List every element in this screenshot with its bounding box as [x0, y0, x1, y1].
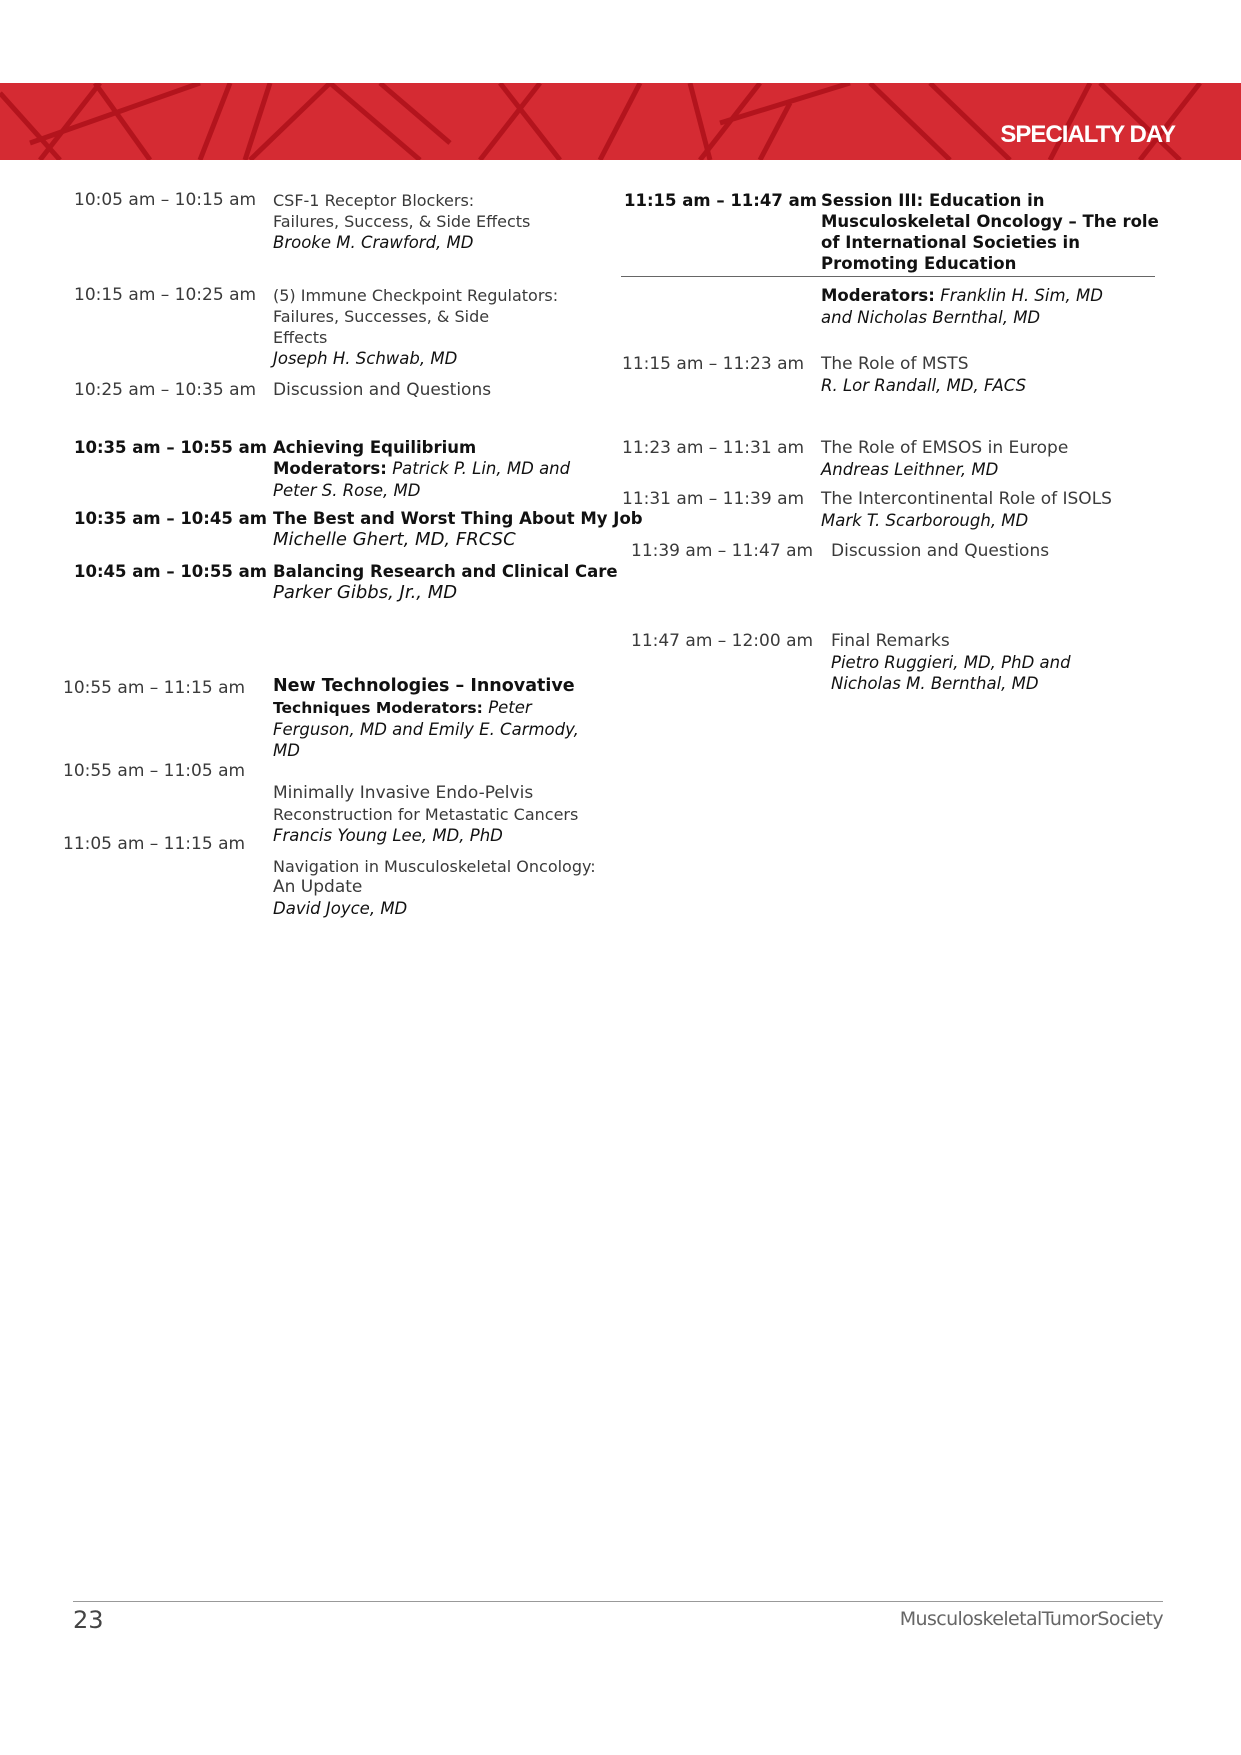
talk-title: Discussion and Questions: [273, 380, 492, 400]
moderators-names: Ferguson, MD and Emily E. Carmody,: [273, 720, 579, 739]
schedule-entry: [273, 783, 578, 846]
section-divider: [621, 276, 1155, 277]
speaker-name: Francis Young Lee, MD, PhD: [273, 826, 503, 845]
session-title: Musculoskeletal Oncology – The role: [821, 212, 1159, 231]
speaker-name: David Joyce, MD: [273, 899, 408, 918]
talk-title: Effects: [273, 328, 328, 347]
schedule-entry: [273, 190, 530, 253]
schedule-time: 11:15 am – 11:23 am: [622, 354, 805, 374]
moderators-label: Moderators:: [273, 459, 387, 478]
session-title: New Technologies – Innovative: [273, 676, 575, 696]
schedule-entry: [821, 489, 1112, 531]
moderators-names: Peter S. Rose, MD: [273, 481, 421, 500]
talk-title: An Update: [273, 877, 363, 897]
session-title: Promoting Education: [821, 254, 1017, 273]
session-time: 10:35 am – 10:55 am: [74, 438, 267, 457]
schedule-time: 11:23 am – 11:31 am: [622, 438, 805, 458]
schedule-entry: [831, 541, 1049, 562]
schedule-entry: [831, 631, 1071, 694]
talk-title: (5) Immune Checkpoint Regulators:: [273, 286, 559, 305]
moderators-names: and Nicholas Bernthal, MD: [821, 308, 1041, 327]
speaker-name: R. Lor Randall, MD, FACS: [821, 376, 1027, 395]
schedule-time: 10:15 am – 10:25 am: [74, 285, 257, 305]
talk-title: Balancing Research and Clinical Care: [273, 562, 618, 581]
talk-title: Reconstruction for Metastatic Cancers: [273, 805, 579, 824]
session-title: Achieving Equilibrium: [273, 438, 477, 457]
schedule-time: 11:47 am – 12:00 am: [631, 631, 814, 651]
speaker-name: Parker Gibbs, Jr., MD: [273, 582, 458, 603]
session-title: Session III: Education in: [821, 191, 1045, 210]
footer-divider: [73, 1601, 1163, 1602]
speaker-name: Mark T. Scarborough, MD: [821, 511, 1029, 530]
talk-title: The Role of EMSOS in Europe: [821, 438, 1069, 458]
speaker-name: Nicholas M. Bernthal, MD: [831, 674, 1039, 693]
schedule-time: 11:31 am – 11:39 am: [622, 489, 805, 509]
speaker-name: Michelle Ghert, MD, FRCSC: [273, 529, 516, 550]
session-entry: [273, 561, 618, 603]
session-time: 10:35 am – 10:45 am: [74, 509, 267, 528]
header-banner: [0, 83, 1241, 160]
talk-title: CSF-1 Receptor Blockers:: [273, 191, 475, 210]
speaker-name: Joseph H. Schwab, MD: [273, 349, 458, 368]
session-entry: [821, 190, 1159, 274]
talk-title: Failures, Success, & Side Effects: [273, 212, 531, 231]
schedule-time: 10:25 am – 10:35 am: [74, 380, 257, 400]
schedule-entry: [273, 285, 558, 369]
talk-title: Failures, Successes, & Side: [273, 307, 490, 326]
session-entry: [273, 437, 570, 501]
schedule-entry: [821, 354, 1026, 396]
moderators-names: Patrick P. Lin, MD and: [392, 459, 571, 478]
talk-title: Final Remarks: [831, 631, 950, 651]
session-time: 11:15 am – 11:47 am: [624, 191, 817, 210]
session-title: Techniques Moderators:: [273, 699, 483, 717]
page-number: 23: [73, 1606, 104, 1634]
session-title: of International Societies in: [821, 233, 1080, 252]
schedule-time: 10:55 am – 11:05 am: [63, 761, 246, 781]
society-name: MusculoskeletalTumorSociety: [899, 1608, 1163, 1630]
speaker-name: Pietro Ruggieri, MD, PhD and: [831, 653, 1071, 672]
talk-title: The Intercontinental Role of ISOLS: [821, 489, 1112, 509]
schedule-time: 11:05 am – 11:15 am: [63, 834, 246, 854]
talk-title: Minimally Invasive Endo-Pelvis: [273, 783, 534, 803]
talk-title: Discussion and Questions: [831, 541, 1050, 561]
session-time: 10:55 am – 11:15 am: [63, 678, 246, 698]
speaker-name: Brooke M. Crawford, MD: [273, 233, 474, 252]
moderators-names: MD: [273, 741, 300, 760]
schedule-entry: [821, 438, 1068, 480]
moderators-names: Peter: [488, 698, 532, 717]
session-time: 10:45 am – 10:55 am: [74, 562, 267, 581]
schedule-entry: [273, 380, 491, 401]
talk-title: Navigation in Musculoskeletal Oncology:: [273, 857, 596, 876]
schedule-time: 11:39 am – 11:47 am: [631, 541, 814, 561]
talk-title: The Role of MSTS: [821, 354, 969, 374]
moderators-entry: [821, 285, 1103, 328]
schedule-time: 10:05 am – 10:15 am: [74, 190, 257, 210]
talk-title: The Best and Worst Thing About My Job: [273, 509, 643, 528]
schedule-entry: [273, 856, 596, 919]
section-title: SPECIALTY DAY: [1000, 121, 1175, 148]
speaker-name: Andreas Leithner, MD: [821, 460, 999, 479]
moderators-label: Moderators:: [821, 286, 935, 305]
moderators-names: Franklin H. Sim, MD: [940, 286, 1103, 305]
session-entry: [273, 508, 643, 550]
session-entry: [273, 676, 579, 761]
